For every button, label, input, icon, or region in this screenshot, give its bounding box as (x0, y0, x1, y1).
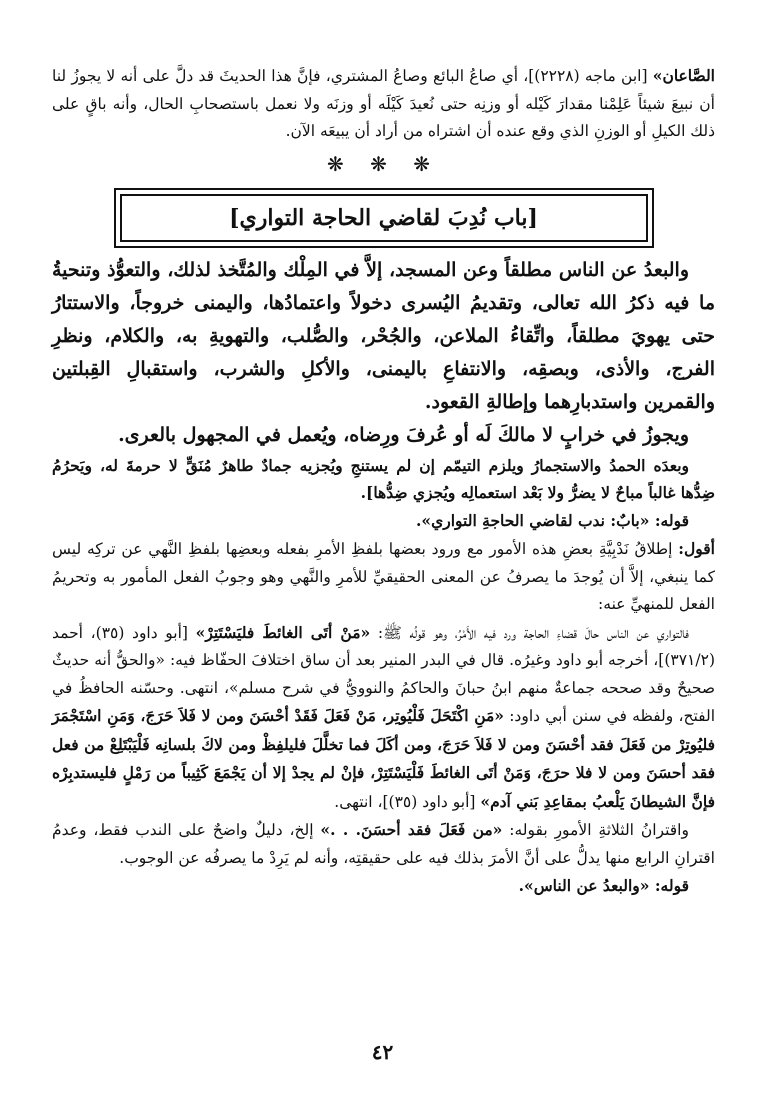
commentary-paragraph-conclusion (52, 816, 715, 872)
page-number: ٤٢ (371, 1040, 394, 1064)
quote-label-2: قوله: (654, 876, 689, 895)
top-lead-word: الصَّاعان» (652, 66, 715, 85)
conclusion-intro: واقترانُ الثلاثةِ الأمورِ بقوله: (502, 821, 689, 839)
main-text-paragraph-1: والبعدُ عن الناس مطلقاً وعن المسجد، إلاَّ في المِلْك والمُتَّخذ لذلك، والتعوُّذ وتنحيةُ ما فيه ذكرُ الله تعالى، وتقديمُ اليُسرى دخولاً واعتمادُها، واليمنى خروجاً، والاستتارُ حتى يهويَ مطلقاً، واتِّقاءُ الملاعن، والجُحْر، والصُّلب، والتهويةِ به، والكلام، ونظرِ الفرج، والأذى، وبصقِه، والانتفاعِ باليمنى، والأكلِ والشرب، واستقبالِ القِبلتين والقمرين واستدبارِهما وإطالةِ القعود. (52, 258, 715, 413)
commentary-quote-2 (52, 872, 715, 901)
top-paragraph (52, 62, 715, 146)
hadith-source-text: [أبو داود (٣٥)، أحمد (٣٧١/٢)]، أخرجه أبو داود وغيرُه. قال في البدر المنير بعد أن ساق اختلافَ الحفّاظ فيه: «والحقُّ أنه حديثٌ صحيحٌ وقد صححه جماعةٌ منهم ابنُ حبانَ والحاكمُ والنوويُّ في شرح مسلم»، انتهى. وحسّنه الحافظُ في الفتح، ولفظه في سنن أبي داود: (52, 623, 715, 725)
hadith-intro: فالتواري عن الناس حالَ قضاءِ الحاجة ورد فيه الأَمْرُ، وهو قولُه ﷺ: (370, 623, 689, 642)
main-text-paragraph-2: ويجوزُ في خرابٍ لا مالكَ لَه أو عُرفَ ورِضاه، ويُعمل في المجهول بالعرى. (118, 423, 689, 446)
commentary-quote-1 (52, 507, 715, 536)
quote-text-2: «والبعدُ عن الناس». (518, 876, 655, 895)
document-page (52, 62, 715, 901)
conclusion-quote: «من فَعَلَ فقد أحسَنَ. . .» (320, 820, 503, 839)
chapter-title-frame (114, 188, 654, 248)
chapter-title: [باب نُدِبَ لقاضي الحاجة التواري] (120, 194, 648, 242)
hadith-text-2: «مَنِ اكْتَحَلَ فَلْيُوتِر، مَنْ فَعَلَ فَقَدْ أحْسَنَ ومن لا فَلاَ حَرَجَ، وَمَنِ اسْتَجْمَرَ فليُوتِرْ من فَعَلَ فقد أحْسَنَ ومن لا فَلاَ حَرَجَ، ومن أكَلَ فما تخلَّلَ فليلفِظْ ومن لاكَ بلسانِه فَلْيَبْتَلِعْ من فعل فقد أحسَنَ ومن لا فلا حرَجَ، وَمَنْ أتَى الغائطَ فَلْيَسْتَتِرْ، فإنْ لم يجدْ إلا أن يَجْمَعَ كَثِيباً من رَمْلٍ فليستدبِرْه فإنَّ الشيطانَ يَلْعبُ بمقاعِدِ بَني آدم» (52, 706, 715, 811)
quote-text: «بابٌ: ندب لقاضي الحاجةِ التواري». (416, 510, 655, 530)
quote-label: قوله: (654, 510, 689, 530)
answer-text: إطلاقُ نَدْبِيَّةِ بعضِ هذه الأمور مع ورود بعضها بلفظِ الأمرِ بفعله وبعضِها بلفظِ النَّهي عن تركِه ليس كما ينبغي، إلاَّ أن يُوجدَ ما يصرفُ عن المعنى الحقيقيِّ للأمرِ والنَّهي وهو وجوبُ الفعل المأمور به وتحريمُ الفعل للمنهيِّ عنه: (52, 540, 715, 613)
top-paragraph-text: [ابن ماجه (٢٢٢٨)]، أي صاعُ البائع وصاعُ المشتري، فإنَّ هذا الحديثَ قد دلَّ على أنه لا يجوزُ لنا أن نبيعَ شيئاً عَلِمْنا مقدارَ كَيْله أو وزنِه حتى نُعيدَ كَيْلَه أو وزنَه ولا نعمل باستصحابِ الحال، وأنه باقٍ على ذلك الكيلِ أو الوزنِ الذي وقع عنده أن اشتراه من أراد أن يبيعَه الآن. (52, 67, 715, 140)
main-text-paragraph-3: وبعدَه الحمدُ والاستجمارُ ويلزم التيمّم إن لم يستنجِ ويُجزيه جمادٌ طاهرٌ مُنَقٍّ لا حرمةَ له، ويَحرُمُ ضِدُّها غالباً مباحٌ لا يضرُّ ولا بَعْد استعمالِه ويُجزي ضِدُّها]. (52, 455, 715, 502)
hadith-text-1: «مَنْ أتَى الغائطَ فليَسْتَتِرْ» (195, 622, 371, 642)
commentary-answer (52, 535, 715, 619)
section-divider: ❋ ❋ ❋ (327, 151, 440, 176)
conclusion-text: إلخ، دليلٌ واضحٌ على الندب فقط، وعدمُ اقترانِ الرابع منها يدلُّ على أنَّ الأمرَ بذلك فيه على حقيقتِه، وأنه لم يَرِدْ ما يصرفُه عن الوجوب. (52, 821, 715, 867)
hadith-end: [أبو داود (٣٥)]، انتهى. (334, 792, 481, 811)
commentary-paragraph-hadith (52, 619, 715, 817)
answer-label: أقول: (678, 539, 715, 558)
